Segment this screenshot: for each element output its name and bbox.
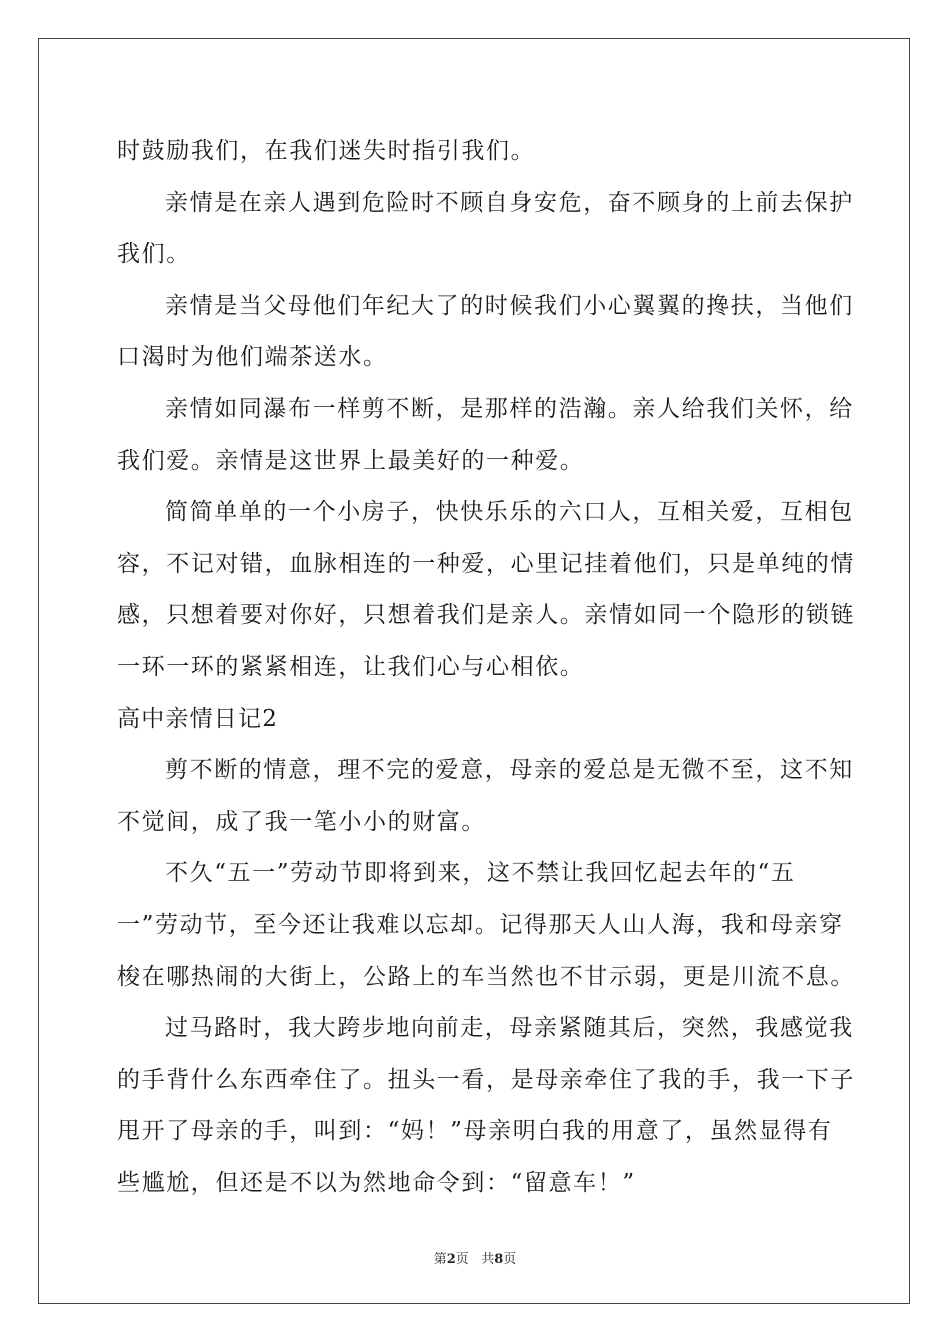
document-body <box>117 126 855 1209</box>
text-line: 简简单单的一个小房子，快快乐乐的六口人，互相关爱，互相包 <box>165 499 854 526</box>
text-line: 一环一环的紧紧相连，让我们心与心相依。 <box>117 653 585 680</box>
text-line: 的手背什么东西牵住了。扭头一看，是母亲牵住了我的手，我一下子 <box>117 1066 855 1093</box>
text-line: 些尴尬，但还是不以为然地命令到：“留意车！” <box>117 1169 636 1196</box>
text-line: 口渴时为他们端茶送水。 <box>117 344 388 371</box>
total-page-count: 8 <box>494 1252 504 1267</box>
text-line: 亲情是在亲人遇到危险时不顾自身安危，奋不顾身的上前去保护 <box>165 189 854 216</box>
current-page-number: 2 <box>446 1252 456 1267</box>
page-footer <box>0 1248 950 1267</box>
text-line: 一”劳动节，至今还让我难以忘却。记得那天人山人海，我和母亲穿 <box>117 911 844 938</box>
text-line: 不久“五一”劳动节即将到来，这不禁让我回忆起去年的“五 <box>165 860 796 887</box>
text-line: 梭在哪热闹的大街上，公路上的车当然也不甘示弱，更是川流不息。 <box>117 963 855 990</box>
footer-total-suffix: 页 <box>503 1252 517 1267</box>
footer-prefix: 第 <box>433 1252 447 1267</box>
section-heading: 高中亲情日记2 <box>117 705 279 732</box>
text-line: 剪不断的情意，理不完的爱意，母亲的爱总是无微不至，这不知 <box>165 757 854 784</box>
text-line: 不觉间，成了我一笔小小的财富。 <box>117 808 486 835</box>
text-line: 时鼓励我们，在我们迷失时指引我们。 <box>117 138 536 164</box>
text-line: 亲情是当父母他们年纪大了的时候我们小心翼翼的搀扶，当他们 <box>165 292 854 319</box>
text-line: 我们爱。亲情是这世界上最美好的一种爱。 <box>117 447 585 474</box>
text-line: 甩开了母亲的手，叫到：“妈！”母亲明白我的用意了，虽然显得有 <box>117 1118 833 1145</box>
text-line: 我们。 <box>117 241 191 268</box>
text-line: 过马路时，我大跨步地向前走，母亲紧随其后，突然，我感觉我 <box>165 1015 854 1042</box>
footer-total-prefix: 共 <box>481 1252 495 1267</box>
footer-page-suffix: 页 <box>455 1252 469 1267</box>
text-line: 亲情如同瀑布一样剪不断，是那样的浩瀚。亲人给我们关怀，给 <box>165 395 854 422</box>
text-line: 感，只想着要对你好，只想着我们是亲人。亲情如同一个隐形的锁链 <box>117 602 855 629</box>
text-line: 容，不记对错，血脉相连的一种爱，心里记挂着他们，只是单纯的情 <box>117 550 855 577</box>
